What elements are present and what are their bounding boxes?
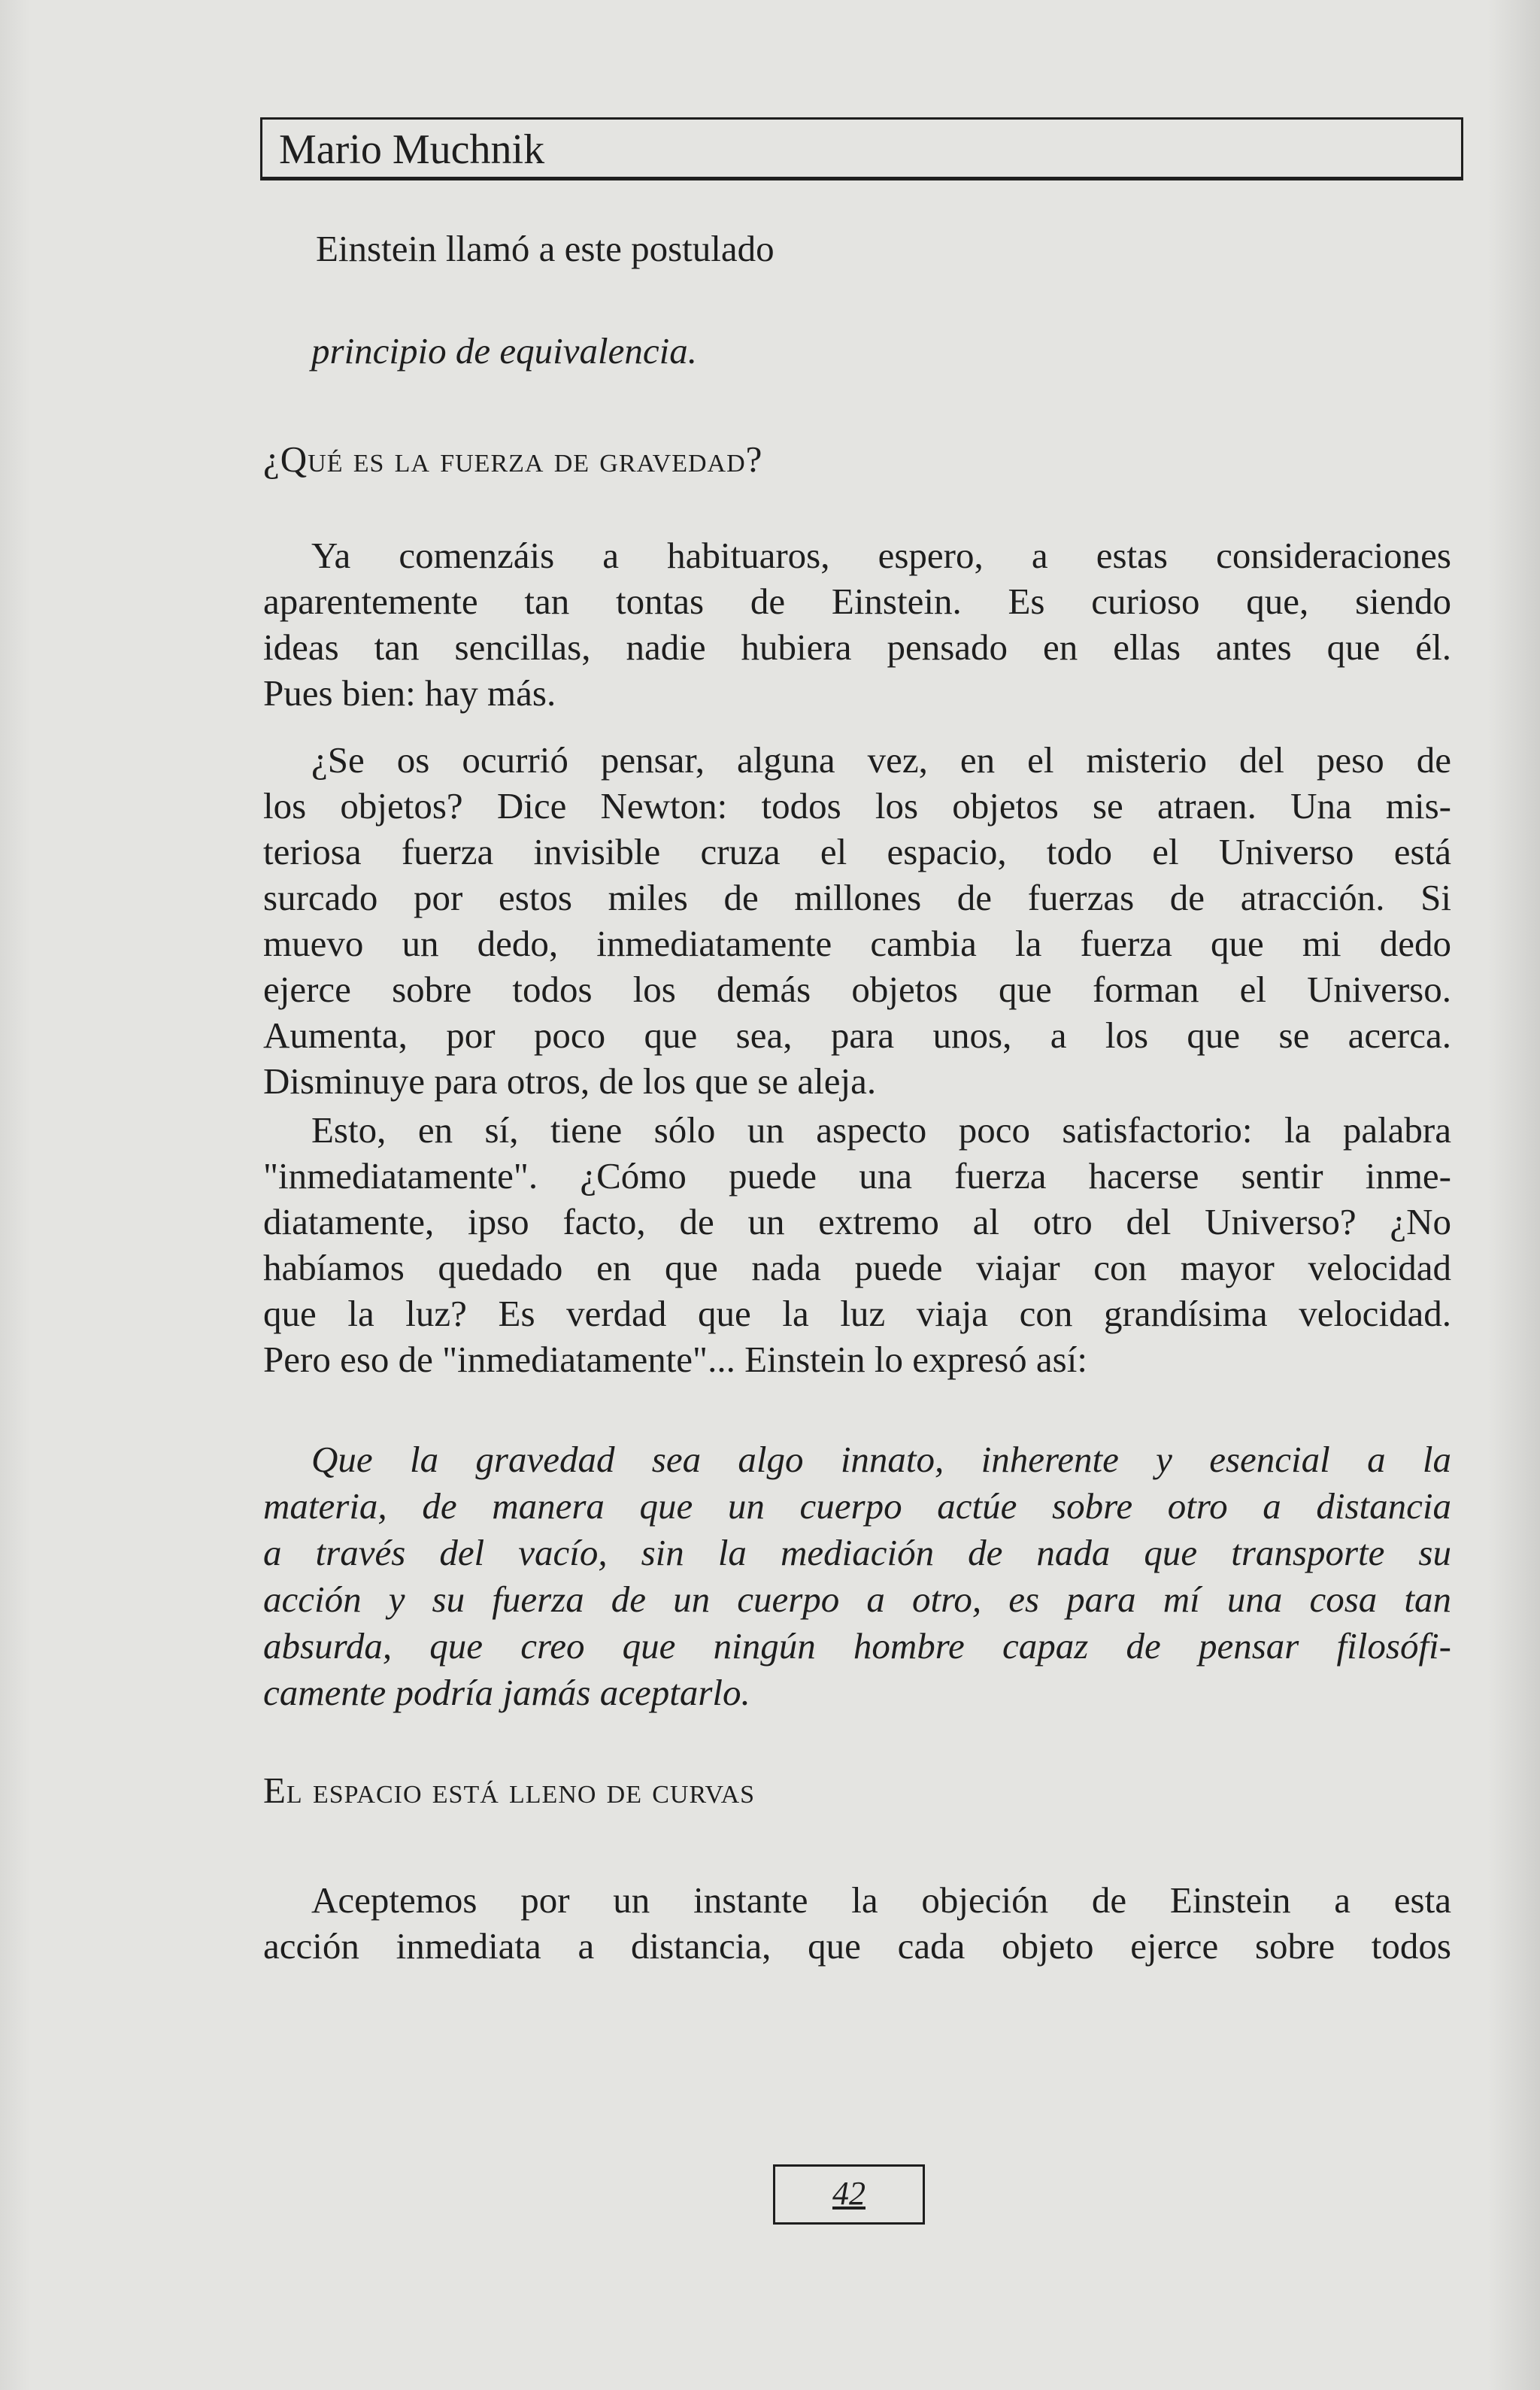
quote-line: Que la gravedad sea algo innato, inherente y esencial a la <box>311 1439 1451 1480</box>
paragraph-3-line: "inmediatamente". ¿Cómo puede una fuerza hacerse sentir inme- <box>263 1155 1451 1197</box>
page-edge-left <box>0 0 30 2390</box>
paragraph-2-line: Aumenta, por poco que sea, para unos, a los que se acerca. <box>263 1015 1451 1056</box>
paragraph-4-line: acción inmediata a distancia, que cada objeto ejerce sobre todos <box>263 1925 1451 1967</box>
quote-line: absurda, que creo que ningún hombre capaz de pensar filosófi- <box>263 1625 1451 1667</box>
paragraph-3-line: Pero eso de "inmediatamente"... Einstein lo expresó así: <box>263 1339 1087 1380</box>
quote-line: acción y su fuerza de un cuerpo a otro, es para mí una cosa tan <box>263 1579 1451 1620</box>
paragraph-3-line: habíamos quedado en que nada puede viajar con mayor velocidad <box>263 1247 1451 1288</box>
paragraph-1-line: Ya comenzáis a habituaros, espero, a estas consideraciones <box>311 535 1451 576</box>
paragraph-3-line: que la luz? Es verdad que la luz viaja con grandísima velocidad. <box>263 1293 1451 1334</box>
paragraph-1-line: Pues bien: hay más. <box>263 672 556 714</box>
section-heading-gravity: ¿Qué es la fuerza de gravedad? <box>263 438 763 480</box>
paragraph-2-line: Disminuye para otros, de los que se aleja. <box>263 1060 877 1102</box>
intro-line: Einstein llamó a este postulado <box>316 228 775 269</box>
paragraph-2-line: muevo un dedo, inmediatamente cambia la fuerza que mi dedo <box>263 923 1451 964</box>
running-header <box>260 117 1463 180</box>
intro-italic: principio de equivalencia. <box>311 330 697 372</box>
paragraph-3-line: Esto, en sí, tiene sólo un aspecto poco satisfactorio: la palabra <box>311 1109 1451 1151</box>
paragraph-2-line: los objetos? Dice Newton: todos los objetos se atraen. Una mis- <box>263 785 1451 826</box>
paragraph-3-line: diatamente, ipso facto, de un extremo al otro del Universo? ¿No <box>263 1201 1451 1242</box>
paragraph-1-line: ideas tan sencillas, nadie hubiera pensado en ellas antes que él. <box>263 626 1451 668</box>
header-author: Mario Muchnik <box>279 126 545 173</box>
quote-line: camente podría jamás aceptarlo. <box>263 1672 750 1713</box>
quote-line: a través del vacío, sin la mediación de nada que transporte su <box>263 1532 1451 1573</box>
paragraph-2-line: teriosa fuerza invisible cruza el espacio, todo el Universo está <box>263 831 1451 872</box>
paragraph-4-line: Aceptemos por un instante la objeción de Einstein a esta <box>311 1879 1451 1921</box>
page-number-box <box>773 2164 925 2225</box>
paragraph-1-line: aparentemente tan tontas de Einstein. Es curioso que, siendo <box>263 581 1451 622</box>
paragraph-2-line: surcado por estos miles de millones de fuerzas de atracción. Si <box>263 877 1451 918</box>
page-number: 42 <box>832 2175 865 2212</box>
paragraph-2-line: ejerce sobre todos los demás objetos que forman el Universo. <box>263 969 1451 1010</box>
paragraph-2-line: ¿Se os ocurrió pensar, alguna vez, en el misterio del peso de <box>311 739 1451 781</box>
quote-line: materia, de manera que un cuerpo actúe sobre otro a distancia <box>263 1485 1451 1527</box>
page-edge-right <box>1487 0 1540 2390</box>
section-heading-curves: El espacio está lleno de curvas <box>263 1770 756 1811</box>
